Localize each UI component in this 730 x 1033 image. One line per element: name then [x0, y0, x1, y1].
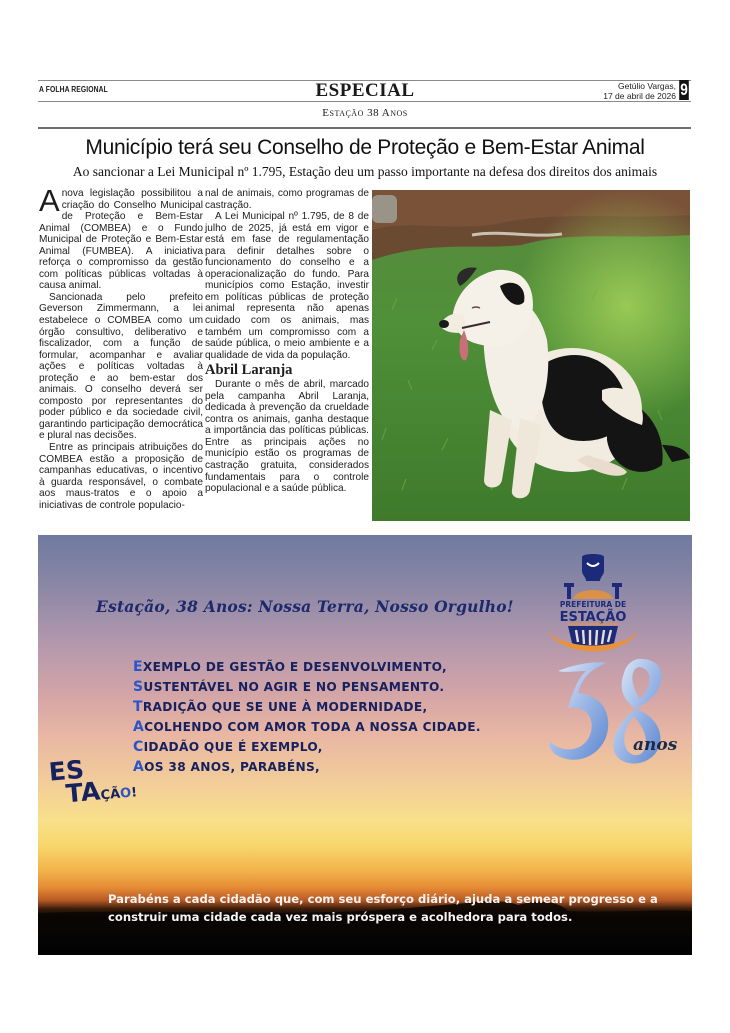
publication-name: A FOLHA REGIONAL: [39, 85, 108, 94]
section-label: Estação 38 Anos: [322, 107, 408, 119]
article-paragraph: nal de animais, como programas de castração.: [205, 188, 369, 211]
poem-line: ACOLHENDO COM AMOR TODA A NOSSA CIDADE.: [133, 719, 481, 735]
section-title: ESPECIAL: [315, 80, 415, 101]
ad-slogan: Estação, 38 Anos: Nossa Terra, Nosso Orgulho!: [96, 597, 514, 616]
header-rule: [38, 101, 691, 102]
anniversary-38-ribbon-icon: [538, 653, 688, 773]
article-paragraph: Entre as principais atribuições do COMBEA estão a proposição de campanhas educativas, o incentivo à guarda responsável, o combate aos maus-tratos e o apoio a iniciativas de controle populacio-: [39, 442, 203, 511]
anniversary-ad-banner: [38, 535, 692, 955]
poem-line: SUSTENTÁVEL NO AGIR E NO PENSAMENTO.: [133, 679, 445, 695]
dateline: [603, 81, 676, 101]
anniversary-word: anos: [633, 735, 678, 755]
article-paragraph: Durante o mês de abril, marcado pela campanha Abril Laranja, dedicada à prevenção da crueldade contra os animais, ganha destaque a importância das políticas públicas. Entre as principais ações no município estão os programas de castração gratuita, considerados fundamentais para o controle populacional e a saúde pública.: [205, 379, 369, 495]
svg-text:ESTAÇÃO: ESTAÇÃO: [559, 610, 627, 625]
article-paragraph: A Lei Municipal nº 1.795, de 8 de julho de 2025, já está em vigor e está em fase de regulamentação para definir detalhes sobre o funcionamento do conselho e a operacionalização do fundo. Para municípios como Estação, investir em políticas públicas de proteção animal representa não apenas cuidado com os animais, mas também um compromisso com a saúde pública, o meio ambiente e a qualidade de vida da população.: [205, 211, 369, 361]
prefeitura-estacao-logo-icon: [538, 551, 648, 661]
dateline-date: 17 de abril de 2026: [603, 91, 676, 101]
article-subtitle: Abril Laranja: [205, 362, 293, 379]
article-paragraph: Sancionada pelo prefeito Geverson Zimmermann, a lei estabelece o COMBEA como um órgão consultivo, deliberativo e fiscalizador, com a função de formular, acompanhar e avaliar ações e políticas voltadas à proteção e ao bem-estar dos animais. O conselho deverá ser composto por representantes do poder público e da sociedade civil, garantindo participação democrática e plural nas decisões.: [39, 291, 203, 442]
article-column-2: [205, 188, 369, 495]
estacao-acrostic-word: ES TAÇÃO!: [47, 754, 138, 809]
poem-line: TRADIÇÃO QUE SE UNE À MODERNIDADE,: [133, 699, 428, 715]
svg-text:PREFEITURA DE: PREFEITURA DE: [559, 600, 627, 609]
section-rule: [38, 127, 691, 129]
article-column-1: [39, 183, 203, 511]
article-headline: Município terá seu Conselho de Proteção e Bem-Estar Animal: [85, 136, 645, 159]
dog-photo-icon: [372, 190, 690, 521]
article-subhead: Ao sancionar a Lei Municipal nº 1.795, Estação deu um passo importante na defesa dos direitos dos animais: [72, 164, 658, 179]
poem-line: CIDADÃO QUE É EXEMPLO,: [133, 739, 323, 755]
dog-photo: [372, 190, 690, 521]
ad-footer-message: Parabéns a cada cidadão que, com seu esforço diário, ajuda a semear progresso e a construir uma cidade cada vez mais próspera e acolhedora para todos.: [108, 892, 658, 924]
dateline-city: Getúlio Vargas,: [618, 81, 676, 91]
poem-line: AOS 38 ANOS, PARABÉNS,: [133, 759, 320, 775]
poem-line: EXEMPLO DE GESTÃO E DESENVOLVIMENTO,: [133, 659, 447, 675]
article-paragraph: Anova legislação possibilitou a criação do Conselho Municipal de Proteção e Bem-Estar Animal (COMBEA) e o Fundo Municipal de Proteção e Bem-Estar Animal (FUMBEA). A iniciativa reforça o compromisso da gestão com políticas públicas voltadas à causa animal.: [39, 183, 203, 292]
acrostic-poem: [133, 657, 481, 777]
page-number: 9: [680, 80, 688, 99]
drop-cap: A: [39, 183, 60, 218]
